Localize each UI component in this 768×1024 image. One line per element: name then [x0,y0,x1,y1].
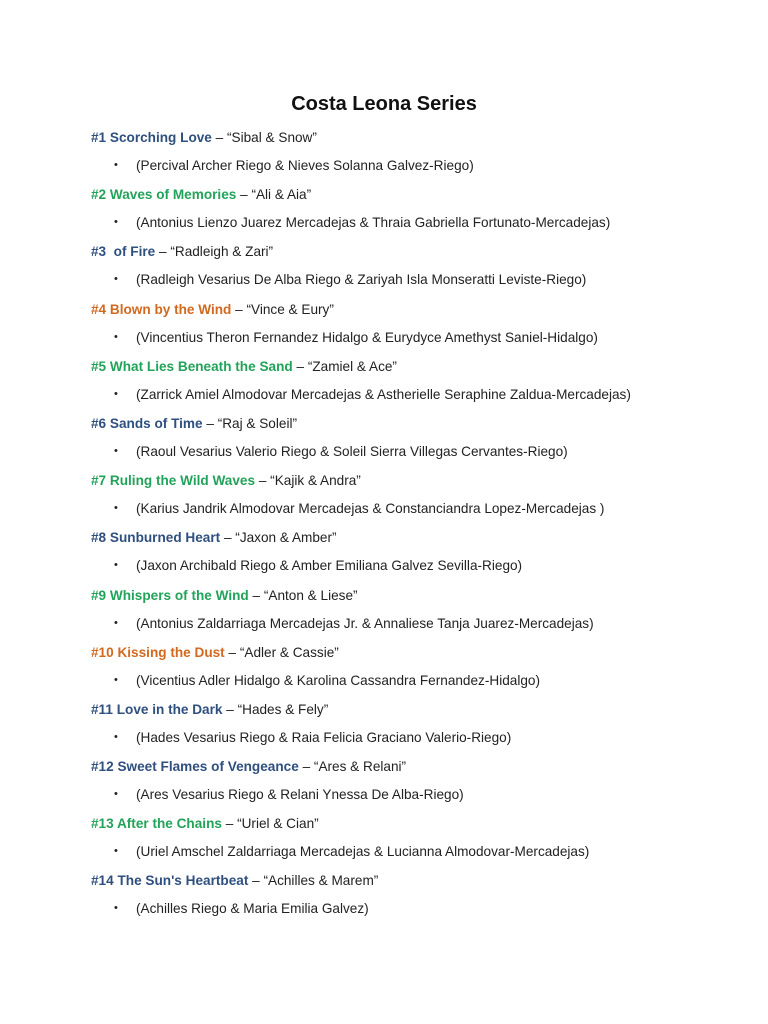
full-names-text: (Raoul Vesarius Valerio Riego & Soleil Sierra Villegas Cervantes-Riego) [136,443,568,459]
list-item [91,643,751,700]
series-title: #3 of Fire [91,244,156,260]
dash-separator: – [231,301,247,317]
series-title: #5 What Lies Beneath the Sand [91,358,293,374]
full-names-text: (Uriel Amschel Zaldarriaga Mercadejas & Lucianna Almodovar-Mercadejas) [136,844,590,860]
dash-separator: – [220,530,236,546]
dash-separator: – [255,473,271,489]
full-names-text: (Antonius Lienzo Juarez Mercadejas & Thraia Gabriella Fortunato-Mercadejas) [136,215,611,231]
list-item [91,757,751,814]
couple-nicknames: “Anton & Liese” [263,587,358,603]
dash-separator: – [202,415,218,431]
couple-nicknames: “Adler & Cassie” [239,644,339,660]
couple-full-names [114,385,631,404]
series-title: #6 Sands of Time [91,415,203,431]
couple-nicknames: “Uriel & Cian” [237,816,319,832]
couple-full-names [114,213,610,232]
series-heading [91,871,751,890]
couple-nicknames: “Vince & Eury” [246,301,334,317]
list-item [91,414,751,471]
full-names-text: (Vincentius Theron Fernandez Hidalgo & Eurydyce Amethyst Saniel-Hidalgo) [136,329,598,345]
couple-nicknames: “Achilles & Marem” [263,873,379,889]
list-item [91,242,751,299]
couple-full-names [114,156,474,175]
list-item [91,814,751,871]
bullet-icon: • [114,273,118,286]
list-item [91,300,751,357]
couple-full-names [114,270,586,289]
series-list [91,128,751,929]
dash-separator: – [221,816,238,832]
series-title: #1 Scorching Love [91,130,212,145]
series-heading [91,700,751,719]
series-heading [91,414,751,433]
bullet-icon: • [114,902,118,915]
bullet-icon: • [114,788,118,801]
series-heading [91,357,751,376]
dash-separator: – [211,130,227,145]
bullet-icon: • [114,387,118,400]
series-title: #11 Love in the Dark [91,701,223,717]
couple-full-names [114,899,369,918]
couple-nicknames: “Kajik & Andra” [270,473,361,489]
series-title: #9 Whispers of the Wind [91,587,249,603]
full-names-text: (Jaxon Archibald Riego & Amber Emiliana Galvez Sevilla-Riego) [136,558,523,574]
series-heading [91,185,751,204]
bullet-icon: • [114,216,118,229]
full-names-text: (Ares Vesarius Riego & Relani Ynessa De Alba-Riego) [136,787,464,803]
list-item [91,357,751,414]
bullet-icon: • [114,845,118,858]
series-heading [91,128,751,147]
series-heading [91,528,751,547]
couple-full-names [114,671,540,690]
series-heading [91,300,751,319]
series-heading [91,757,751,776]
couple-full-names [114,728,511,747]
full-names-text: (Achilles Riego & Maria Emilia Galvez) [136,901,369,917]
full-names-text: (Radleigh Vesarius De Alba Riego & Zariyah Isla Monseratti Leviste-Riego) [136,272,587,288]
dash-separator: – [155,244,171,260]
full-names-text: (Antonius Zaldarriaga Mercadejas Jr. & Annaliese Tanja Juarez-Mercadejas) [136,615,594,631]
series-heading [91,471,751,490]
bullet-icon: • [114,673,118,686]
bullet-icon: • [114,730,118,743]
dash-separator: – [298,759,314,775]
couple-nicknames: “Ali & Aia” [251,187,312,203]
bullet-icon: • [114,159,118,171]
dash-separator: – [248,587,264,603]
series-heading [91,586,751,605]
series-title: #2 Waves of Memories [91,187,237,203]
couple-full-names [114,785,464,804]
bullet-icon: • [114,330,118,343]
couple-full-names [114,614,594,633]
list-item [91,871,751,928]
series-heading [91,242,751,261]
couple-nicknames: “Radleigh & Zari” [170,244,274,260]
couple-full-names [114,556,522,575]
series-title: #7 Ruling the Wild Waves [91,473,256,489]
series-title: #10 Kissing the Dust [91,644,225,660]
list-item [91,586,751,643]
dash-separator: – [224,644,240,660]
bullet-icon: • [114,444,118,457]
page-title: Costa Leona Series [291,93,477,115]
couple-full-names [114,442,568,461]
couple-nicknames: “Ares & Relani” [313,759,407,775]
couple-nicknames: “Raj & Soleil” [217,415,298,431]
list-item [91,528,751,585]
bullet-icon: • [114,559,118,572]
series-heading [91,643,751,662]
series-title: #4 Blown by the Wind [91,301,232,317]
couple-nicknames: “Zamiel & Ace” [307,358,397,374]
bullet-icon: • [114,502,118,515]
full-names-text: (Hades Vesarius Riego & Raia Felicia Graciano Valerio-Riego) [136,729,512,745]
couple-nicknames: “Sibal & Snow” [227,130,317,145]
list-item [91,128,751,185]
list-item [91,700,751,757]
couple-full-names [114,842,589,861]
full-names-text: (Percival Archer Riego & Nieves Solanna Galvez-Riego) [136,158,474,173]
list-item [91,471,751,528]
couple-full-names [114,499,604,518]
couple-full-names [114,328,598,347]
full-names-text: (Vicentius Adler Hidalgo & Karolina Cassandra Fernandez-Hidalgo) [136,672,541,688]
full-names-text: (Zarrick Amiel Almodovar Mercadejas & Astherielle Seraphine Zaldua-Mercadejas) [136,386,631,402]
series-heading [91,814,751,833]
couple-nicknames: “Jaxon & Amber” [235,530,337,546]
couple-nicknames: “Hades & Fely” [237,701,329,717]
list-item [91,185,751,242]
dash-separator: – [292,358,308,374]
dash-separator: – [248,873,264,889]
series-title: #13 After the Chains [91,816,222,832]
series-title: #12 Sweet Flames of Vengeance [91,759,299,775]
dash-separator: – [236,187,252,203]
bullet-icon: • [114,616,118,629]
series-title: #8 Sunburned Heart [91,530,221,546]
full-names-text: (Karius Jandrik Almodovar Mercadejas & Constanciandra Lopez-Mercadejas ) [136,501,605,517]
series-title: #14 The Sun's Heartbeat [91,873,249,889]
dash-separator: – [222,701,238,717]
